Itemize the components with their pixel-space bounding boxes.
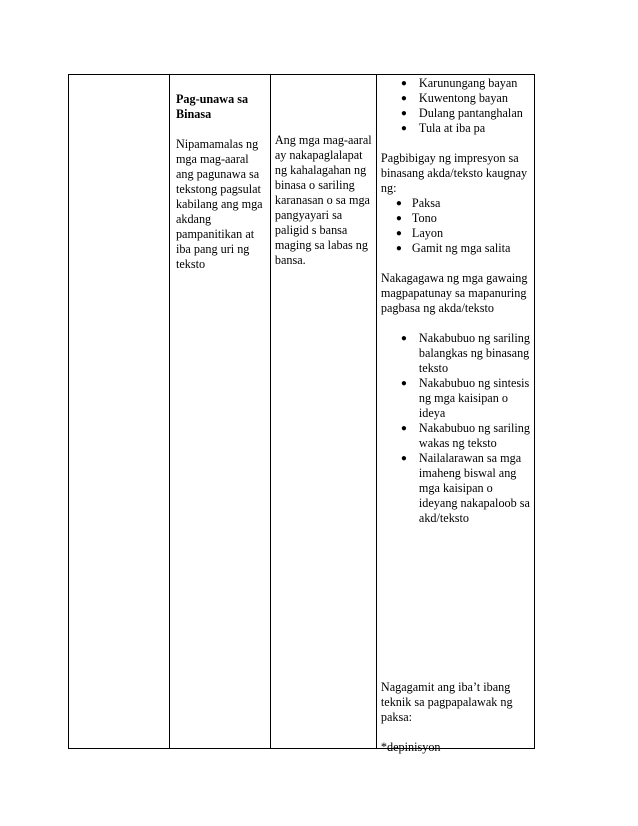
bullet-icon: ● — [400, 108, 407, 119]
list-item: ● Tula at iba pa — [400, 121, 486, 135]
curriculum-table — [68, 74, 535, 754]
list-item: ● Karunungang bayan — [400, 76, 518, 90]
section-title: Pag-unawa sa Binasa — [175, 92, 249, 121]
list-item: ● Nakabubuo ng sintesis ng mga kaisipan o ideya — [400, 376, 530, 420]
content-standard-cell — [169, 75, 270, 749]
list-item: ● Gamit ng mga salita — [395, 241, 511, 255]
bullet-icon: ● — [400, 78, 407, 89]
competencies-cell — [376, 75, 534, 754]
list-item: ● Nailalarawan sa mga imaheng biswal ang mga kaisipan o ideyang nakapaloob sa akd/teksto — [400, 451, 530, 525]
list-item: ● Nakabubuo ng sariling balangkas ng binasang teksto — [400, 331, 530, 375]
bullet-icon: ● — [400, 453, 407, 464]
technique-text: Nagagamit ang iba’t ibang teknik sa pagpapalawak ng paksa: — [380, 680, 513, 724]
literature-types-list — [381, 76, 532, 136]
table-row — [69, 75, 535, 749]
impression-intro: Pagbibigay ng impresyon sa binasang akda/teksto kaugnay ng: — [380, 151, 528, 195]
empty-column-cell — [69, 75, 170, 749]
bullet-icon: ● — [395, 198, 402, 209]
technique-block — [381, 680, 532, 755]
bullet-icon: ● — [395, 213, 402, 224]
performance-standard-text: Ang mga mag-aaral ay nakapaglalapat ng kahalagahan ng binasa o sariling karanasan o sa mga pangyayari sa paligid s bansa maging sa labas ng bansa. — [274, 133, 372, 267]
list-item: ● Dulang pantanghalan — [400, 106, 523, 120]
performance-standard-cell — [270, 75, 376, 749]
list-item: ● Paksa — [395, 196, 441, 210]
build-skills-list — [381, 331, 532, 526]
list-item: ● Tono — [395, 211, 437, 225]
bullet-icon: ● — [400, 333, 407, 344]
bullet-icon: ● — [395, 228, 402, 239]
bullet-icon: ● — [400, 378, 407, 389]
list-item: ● Nakabubuo ng sariling wakas ng teksto — [400, 421, 530, 450]
content-standard-text: Nipamamalas ng mga mag-aaral ang pagunawa sa tekstong pagsulat kabilang ang mga akdang pampanitikan at iba pang uri ng teksto — [175, 137, 263, 271]
proof-text: Nakagagawa ng mga gawaing magpapatunay sa mapanuring pagbasa ng akda/teksto — [380, 271, 528, 315]
definition-text: *depinisyon — [380, 740, 441, 754]
list-item: ● Layon — [395, 226, 444, 240]
bullet-icon: ● — [400, 93, 407, 104]
bullet-icon: ● — [400, 123, 407, 134]
bullet-icon: ● — [400, 423, 407, 434]
impression-list — [381, 196, 532, 256]
bullet-icon: ● — [395, 243, 402, 254]
list-item: ● Kuwentong bayan — [400, 91, 508, 105]
